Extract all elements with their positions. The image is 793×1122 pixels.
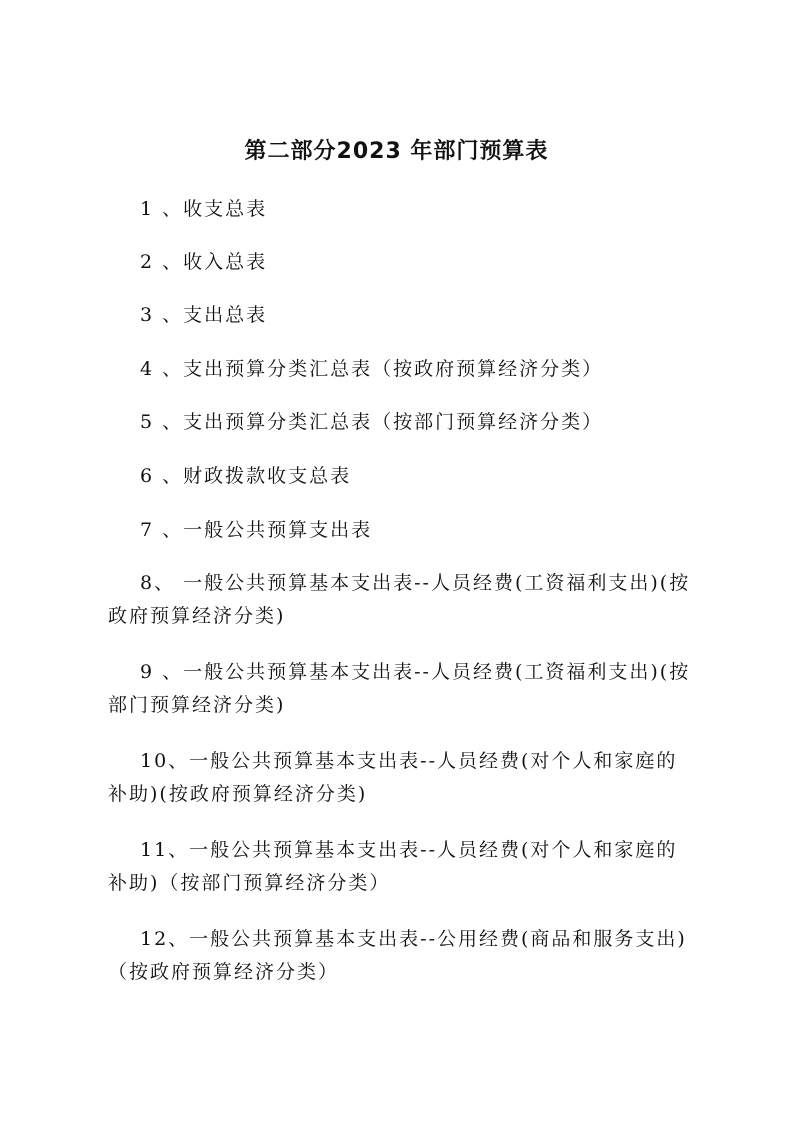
list-item-6: 6 、财政拨款收支总表 xyxy=(140,465,352,487)
list-item-5: 5 、支出预算分类汇总表（按部门预算经济分类） xyxy=(140,411,604,433)
list-item-9: 9 、一般公共预算基本支出表--人员经费(工资福利支出)(按部门预算经济分类) xyxy=(108,661,691,716)
list-item-3: 3 、支出总表 xyxy=(140,304,268,326)
list-item-1: 1 、收支总表 xyxy=(140,198,268,220)
list-item-7: 7 、一般公共预算支出表 xyxy=(140,519,373,541)
list-item-4: 4 、支出预算分类汇总表（按政府预算经济分类） xyxy=(140,358,604,380)
list-item-2: 2 、收入总表 xyxy=(140,251,268,273)
list-item-12: 12、一般公共预算基本支出表--公用经费(商品和服务支出)（按政府预算经济分类） xyxy=(108,928,687,983)
list-item-8: 8、 一般公共预算基本支出表--人员经费(工资福利支出)(按政府预算经济分类) xyxy=(108,572,691,627)
page-title: 第二部分2023 年部门预算表 xyxy=(244,139,549,164)
list-item-10: 10、一般公共预算基本支出表--人员经费(对个人和家庭的补助)(按政府预算经济分类) xyxy=(108,750,678,805)
list-item-11: 11、一般公共预算基本支出表--人员经费(对个人和家庭的补助)（按部门预算经济分类） xyxy=(108,839,678,894)
